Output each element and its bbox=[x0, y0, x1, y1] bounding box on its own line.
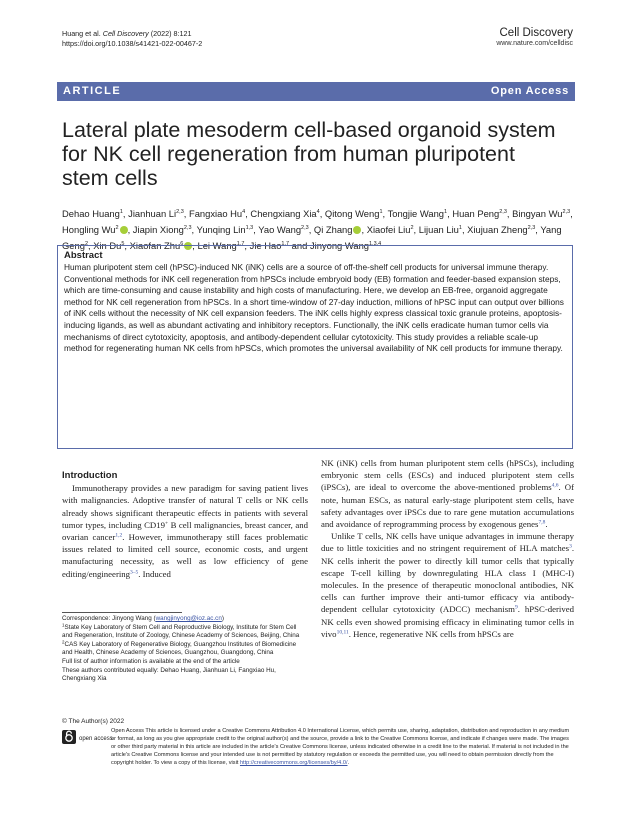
correspondence-end: ) bbox=[221, 615, 224, 622]
author-name-text: Bingyan Wu bbox=[512, 208, 563, 219]
author-list: Dehao Huang$^1$, Jianhuan Li$^{2,3}$, Fangxiao Hu$^4$, Chengxiang Xia$^4$, Qitong Weng$^1$, Tongjie Wang$^1$, Huan Peng$^{2,3}$, Bingyan Wu$^{2,3}$, Hongling Wu$^2$ , Jiapin Xiong$^{2,3}$, Yunqing Lin$^{1,3}$, Yao Wang$^{2,3}$, Qi Zhang , Xiaofei Liu$^2$, Lijuan Liu$^1$, Xiujuan Zheng$^{2,3}$, Yang Geng$^2$, Xin Du$^5$, Xiaofan Zhu$^6$ , Lei Wang$^{1,7}$, Jie Hao$^{1,7}$ and Jinyong Wang$^{1,3,4}$ bbox=[62, 208, 573, 251]
affiliation-text: CAS Key Laboratory of Regenerative Biology, Guangzhou Institutes of Biomedicine and Health, Chinese Academy of Sciences, Guangzhou, Guangdong, China bbox=[62, 640, 297, 657]
author-affiliation: 1 bbox=[119, 209, 123, 215]
author-name[interactable] bbox=[258, 224, 308, 235]
text-run: . Of note, human ESCs, as natural early-stage pluripotent stem cells, have safety advantages over iPSCs due to rare gene mutation accumulations and avoidance of reprogramming process by exogenous genes bbox=[321, 482, 575, 530]
text-run: . hPSC-derived NK cells even showed promising efficacy in eliminating tumor cells in vivo bbox=[321, 604, 574, 639]
affiliation-text: State Key Laboratory of Stem Cell and Reproductive Biology, Institute for Stem Cell and Regeneration, Institute of Zoology, Chinese Academy of Sciences, Beijing, China bbox=[62, 623, 300, 640]
text-run: . However, immunotherapy still faces problematic issues related to limited cell source, economic costs, and urgent manufacturing necessity, as well as low efficiency of gene editing/engineering bbox=[62, 532, 308, 579]
author-name-text: Dehao Huang bbox=[62, 208, 120, 219]
author-affiliation: 1,7 bbox=[236, 241, 245, 247]
author-name-text: Yang Geng bbox=[62, 224, 562, 251]
article-title: Lateral plate mesoderm cell-based organoid system for NK cell regeneration from human pluripotent stem cells bbox=[62, 118, 556, 190]
open-access-logo-text: open access bbox=[79, 736, 113, 742]
article-type-banner bbox=[57, 82, 575, 101]
author-name-text: Jinyong Wang bbox=[309, 240, 369, 251]
body-column-left bbox=[62, 470, 308, 580]
author-name[interactable] bbox=[452, 208, 507, 219]
author-affiliation: 1,3 bbox=[245, 225, 254, 231]
reference-citation[interactable]: 10,11 bbox=[336, 629, 349, 636]
journal-header bbox=[496, 27, 573, 47]
text-run: Immunotherapy provides a new paradigm for saving patient lives with malignancies. Adoptive transfer of natural T cells or NK cells already shows significant therapeutic effects in patients with several tumor types, including CD19 bbox=[62, 483, 308, 530]
author-name-text: Jie Hao bbox=[249, 240, 282, 251]
author-name-text: Qitong Weng bbox=[324, 208, 380, 219]
reference-citation[interactable]: 7,8 bbox=[538, 519, 546, 526]
license-end: . bbox=[347, 760, 350, 767]
reference-citation[interactable]: 3–5 bbox=[130, 569, 139, 576]
license-text bbox=[111, 727, 573, 767]
author-name-text: Qi Zhang bbox=[313, 224, 353, 235]
affiliation-number: 2 bbox=[62, 639, 65, 645]
abstract-text: Human pluripotent stem cell (hPSC)-induced NK (iNK) cells are a source of off-the-shelf cell products for universal immune therapy. Conventional methods for iNK cell regeneration from hPSCs include embryoid body (EB) formation and feeder-based expansion steps, which are time-consuming and cause instability and high costs of manufacturing. Here, we develop an EB-free, organoid aggregate method for NK cell regeneration from hPSCs. In a short time-window of 27-day induction, millions of hPSC input can output over billions of iNK cells without the necessity of NK cell expansion feeders. The iNK cells highly express classical toxic granule proteins, apoptosis-inducing ligands, as well as abundant activating and inhibitory receptors. Functionally, the iNK cells eradicate human tumor cells via mechanisms of direct cytotoxicity, apoptosis, and antibody-dependent cellular cytotoxicity. This study provides a reliable scale-up method for regenerating human NK cells from hPSCs, which promotes the universal availability of NK cell products for immune therapy. bbox=[64, 262, 564, 354]
abstract-box bbox=[57, 245, 573, 449]
author-affiliation: 5 bbox=[121, 241, 125, 247]
superscript: + bbox=[164, 520, 169, 527]
reference-citation[interactable]: 3 bbox=[569, 543, 572, 550]
author-name-text: Xiaofei Liu bbox=[366, 224, 411, 235]
author-affiliation: 4 bbox=[316, 209, 320, 215]
author-name-text: Huan Peng bbox=[452, 208, 500, 219]
author-name[interactable] bbox=[388, 208, 448, 219]
full-author-info-note: Full list of author information is available at the end of the article bbox=[62, 657, 240, 665]
text-run: Unlike T cells, NK cells have unique advantages in immune therapy due to little toxicities and no stringent requirement of HLA matches bbox=[321, 531, 574, 554]
text-run: . Hence, regenerative NK cells from hPSCs are bbox=[348, 628, 514, 639]
author-affiliation: 1 bbox=[458, 225, 462, 231]
citation-journal: Cell Discovery bbox=[102, 29, 149, 38]
open-access-logo bbox=[62, 729, 113, 745]
citation-line bbox=[62, 29, 202, 39]
author-affiliation: 2,3 bbox=[499, 209, 507, 215]
text-run: NK (iNK) cells from human pluripotent stem cells (hPSCs), including embryonic stem cells (ESCs) and induced pluripotent stem cells (iPSCs), are ideal to overcome the above-mentioned problems bbox=[321, 458, 574, 493]
author-affiliation: 1,7 bbox=[281, 241, 290, 247]
text-run: B cell malignancies, breast cancer, and ovarian cancer bbox=[62, 519, 308, 543]
author-name[interactable] bbox=[128, 208, 184, 219]
author-affiliation: 6 bbox=[180, 241, 184, 247]
author-affiliation: 2,3 bbox=[301, 225, 309, 231]
doi-link[interactable]: https://doi.org/10.1038/s41421-022-00467-2 bbox=[62, 39, 203, 48]
author-name-text: Tongjie Wang bbox=[387, 208, 445, 219]
author-name[interactable] bbox=[367, 224, 414, 235]
reference-citation[interactable]: 4,6 bbox=[551, 482, 559, 489]
author-name[interactable] bbox=[467, 224, 535, 235]
copyright-line: © The Author(s) 2022 bbox=[62, 718, 125, 725]
affiliation-2 bbox=[62, 641, 302, 658]
author-affiliation: 2 bbox=[115, 225, 119, 231]
footnotes bbox=[62, 615, 302, 684]
text-run: . Induced bbox=[138, 568, 171, 579]
open-access-label: Open Access bbox=[490, 85, 569, 97]
author-name[interactable] bbox=[250, 208, 319, 219]
author-affiliation: 2,3 bbox=[527, 225, 536, 231]
journal-url[interactable]: www.nature.com/celldisc bbox=[496, 40, 573, 47]
paragraph bbox=[321, 530, 574, 640]
author-affiliation: 2,3 bbox=[562, 209, 571, 215]
section-heading-introduction: Introduction bbox=[62, 470, 118, 481]
author-affiliation: 1 bbox=[379, 209, 383, 215]
author-affiliation: 2,3 bbox=[183, 225, 192, 231]
reference-citation[interactable]: 9 bbox=[514, 604, 518, 611]
correspondence bbox=[62, 615, 302, 624]
author-name-text: Fangxiao Hu bbox=[188, 208, 243, 219]
affiliation-number: 1 bbox=[62, 622, 65, 628]
author-affiliation: 1,3,4 bbox=[369, 241, 382, 247]
author-name[interactable] bbox=[133, 224, 192, 235]
correspondence-email[interactable]: wangjinyong@ioz.ac.cn bbox=[155, 615, 222, 622]
text-run: . bbox=[545, 519, 548, 530]
affiliation-1 bbox=[62, 624, 302, 641]
author-name[interactable] bbox=[419, 224, 462, 235]
reference-citation[interactable]: 1,2 bbox=[115, 532, 123, 539]
author-name[interactable] bbox=[314, 224, 362, 235]
author-affiliation: 2 bbox=[410, 225, 414, 231]
body-column-right bbox=[321, 457, 574, 640]
author-name-text: Lijuan Liu bbox=[418, 224, 459, 235]
article-type-label: ARTICLE bbox=[63, 85, 122, 97]
author-name[interactable] bbox=[189, 208, 245, 219]
footnote-rule bbox=[62, 612, 182, 613]
author-name-text: Jiapin Xiong bbox=[132, 224, 184, 235]
paragraph bbox=[321, 457, 574, 530]
license-link[interactable]: http://creativecommons.org/licenses/by/4.0/ bbox=[239, 760, 348, 767]
author-affiliation: 4 bbox=[242, 209, 246, 215]
author-name-text: Yao Wang bbox=[258, 224, 302, 235]
citation-authors: Huang et al. bbox=[62, 29, 101, 38]
citation-volume: (2022) 8:121 bbox=[150, 29, 192, 38]
author-name-text: Lei Wang bbox=[197, 240, 237, 251]
orcid-icon[interactable] bbox=[120, 226, 128, 234]
correspondence-label: Correspondence: Jinyong Wang ( bbox=[62, 615, 156, 622]
author-name-text: Yunqing Lin bbox=[196, 224, 246, 235]
abstract-heading: Abstract bbox=[64, 250, 103, 261]
author-name[interactable] bbox=[62, 208, 123, 219]
equal-contribution-note: These authors contributed equally: Dehao Huang, Jianhuan Li, Fangxiao Hu, Chengxiang Xia bbox=[62, 666, 276, 683]
author-name-text: Chengxiang Xia bbox=[250, 208, 317, 219]
text-run: . NK cells inherit the power to directly kill tumor cells that typically escape T-cell killing by downregulating HLA class I (MHC-I) molecules. In the presence of therapeutic monoclonal antibodies, NK cells can further improve their anti-tumor efficacy via antibody-dependent cellular cytotoxicity (ADCC) mechanism bbox=[321, 543, 574, 615]
author-name[interactable] bbox=[512, 208, 570, 219]
orcid-icon[interactable] bbox=[353, 226, 361, 234]
paragraph bbox=[62, 482, 308, 580]
author-affiliation: 1 bbox=[444, 209, 448, 215]
author-name[interactable] bbox=[62, 224, 128, 235]
author-name-text: Xiujuan Zheng bbox=[467, 224, 528, 235]
author-name[interactable] bbox=[197, 224, 254, 235]
author-name-text: Hongling Wu bbox=[62, 224, 116, 235]
author-name-text: Xiaofan Zhu bbox=[129, 240, 181, 251]
author-name[interactable] bbox=[325, 208, 383, 219]
author-name-text: Xin Du bbox=[93, 240, 122, 251]
author-name-text: Jianhuan Li bbox=[128, 208, 177, 219]
author-affiliation: 2 bbox=[84, 241, 88, 247]
author-affiliation: 2,3 bbox=[176, 209, 184, 215]
running-header bbox=[62, 29, 202, 49]
license-body: Open Access This article is licensed under a Creative Commons Attribution 4.0 International License, which permits use, sharing, adaptation, distribution and reproduction in any medium or format, as long as you give appropriate credit to the original author(s) and the source, provide a link to the Creative Commons license, and indicate if changes were made. The images or other third party material in this article are included in the article's Creative Commons license, unless indicated otherwise in a credit line to the material. If material is not included in the article's Creative Commons license and your intended use is not permitted by statutory regulation or exceeds the permitted use, you will need to obtain permission directly from the copyright holder. To view a copy of this license, visit bbox=[111, 728, 570, 767]
journal-name: Cell Discovery bbox=[499, 27, 573, 39]
